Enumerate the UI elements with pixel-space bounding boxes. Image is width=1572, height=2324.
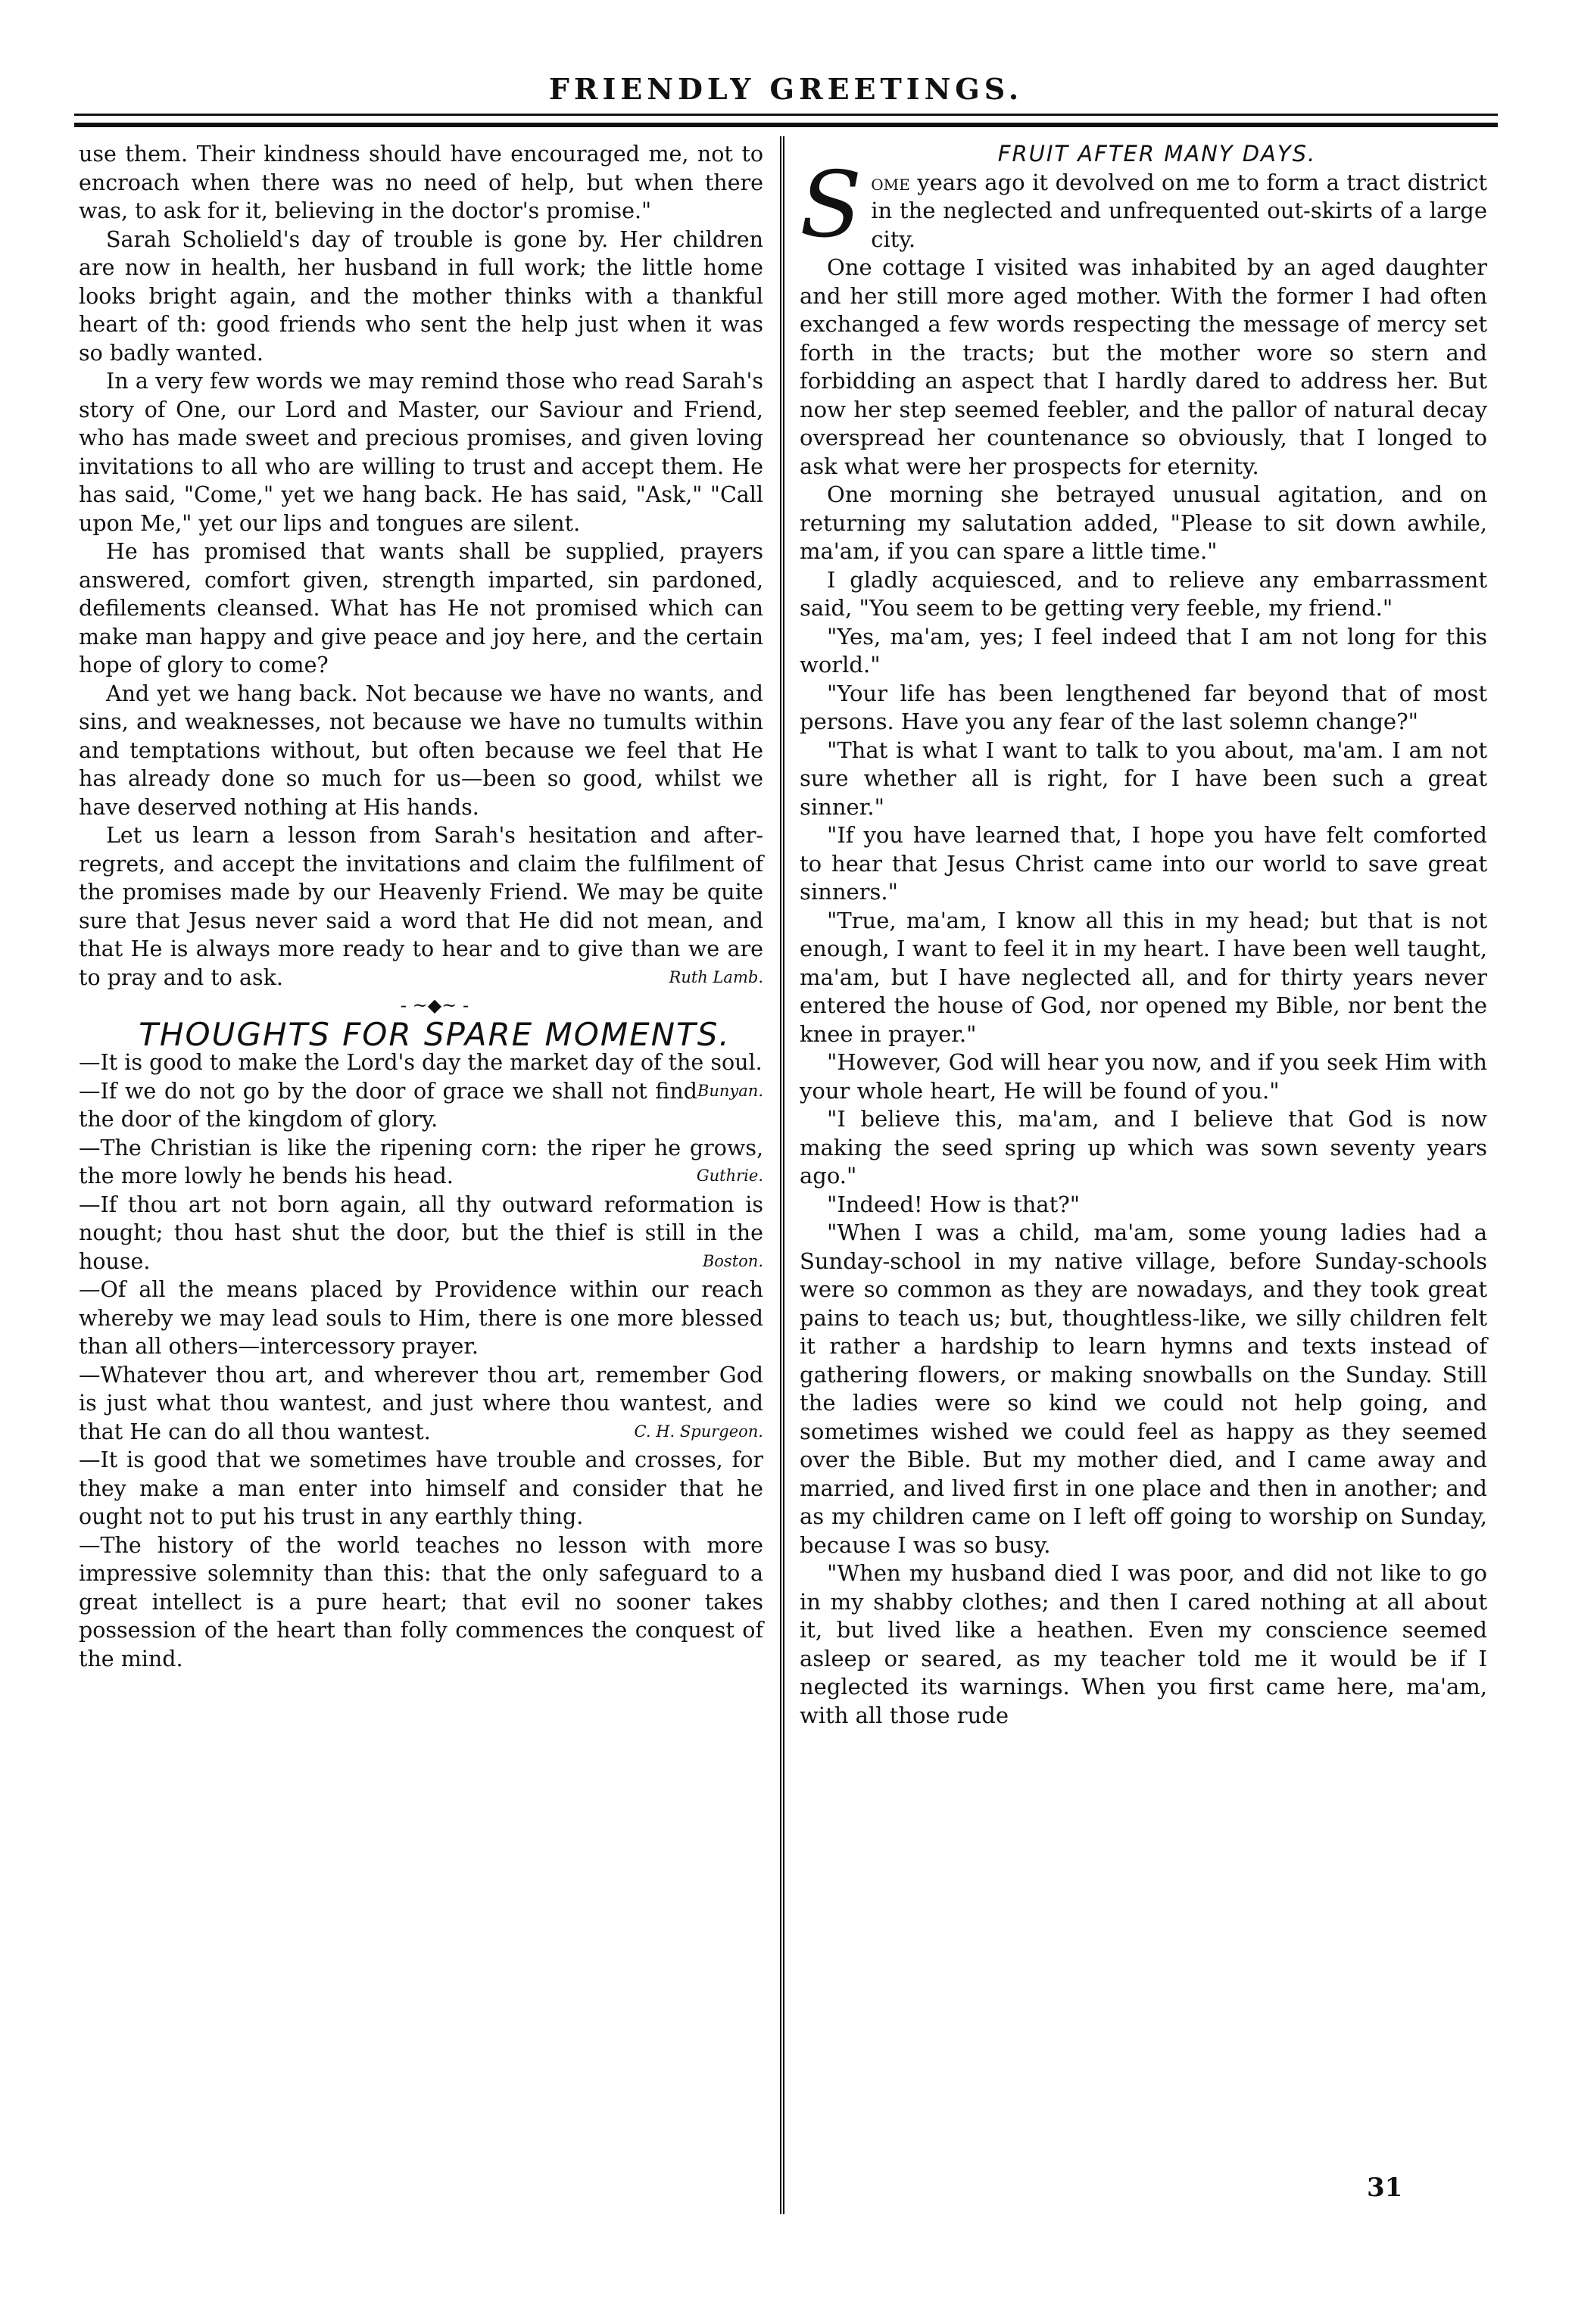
left-paragraph: And yet we hang back. Not because we have no wants, and sins, and weaknesses, not because we have no tumults within and temptations without, but often because we feel that He has already done so much for us—been so good, whilst we have deserved nothing at His hands. — [79, 681, 763, 820]
thought-item — [79, 1276, 763, 1361]
right-paragraph: "Indeed! How is that?" — [827, 1191, 1081, 1217]
thought-item — [79, 1446, 763, 1531]
thought-author: Boston. — [702, 1251, 763, 1270]
thought-text: —It is good that we sometimes have trouble and crosses, for they make a man enter into himself and consider that he ought not to put his trust in any earthly thing. — [79, 1447, 763, 1529]
thought-text: —If thou art not born again, all thy outward reformation is nought; thou hast shut the door, but the thief is still in the house. — [79, 1192, 763, 1274]
page-number: 31 — [1367, 2173, 1403, 2203]
thought-text: —The history of the world teaches no lesson with more impressive solemnity than this: that the only safeguard to a great intellect is a pure heart; that evil no sooner takes possession of the heart than folly commences the conquest of the mind. — [79, 1532, 763, 1671]
thought-item — [79, 1361, 763, 1447]
right-paragraph: "True, ma'am, I know all this in my head; but that is not enough, I want to feel it in my heart. I have been well taught, ma'am, but I have neglected all, and for thirty years never entered the house of God, nor opened my Bible, nor bent the knee in prayer." — [800, 907, 1487, 1047]
right-paragraph: "However, God will hear you now, and if you seek Him with your whole heart, He will be found of you." — [800, 1049, 1487, 1104]
opening-text: years ago it devolved on me to form a tract district in the neglected and unfrequented out-skirts of a large city. — [871, 169, 1487, 252]
thought-author: Bunyan. — [697, 1081, 763, 1100]
left-paragraph-text: Let us learn a lesson from Sarah's hesitation and after-regrets, and accept the invitations and claim the fulfilment of the promises made by our Heavenly Friend. We may be quite sure that Jesus never said a word that He did not mean, and that He is always more ready to hear and to give than we are to pray and to ask. — [79, 823, 763, 990]
running-header: FRIENDLY GREETINGS. — [548, 72, 1024, 106]
right-paragraph: "Your life has been lengthened far beyond that of most persons. Have you any fear of the last solemn change?" — [800, 680, 1487, 734]
thought-item — [79, 1191, 763, 1276]
header-rule-thick — [74, 123, 1498, 127]
thought-text: —If we do not go by the door of grace we shall not find the door of the kingdom of glory. — [79, 1078, 697, 1132]
section-ornament: - ~◆~ - — [400, 995, 469, 1016]
left-paragraph: use them. Their kindness should have encouraged me, not to encroach when there was no need of help, but when there was, to ask for it, believing in the doctor's promise." — [79, 142, 763, 223]
drop-cap: S — [800, 152, 862, 258]
left-paragraph: In a very few words we may remind those who read Sarah's story of One, our Lord and Master, our Saviour and Friend, who has made sweet and precious promises, and given loving invitations to all who are willing to trust and accept them. He has said, "Come," yet we hang back. He has said, "Ask," "Call upon Me," yet our lips and tongues are silent. — [79, 369, 763, 536]
left-paragraph: He has promised that wants shall be supplied, prayers answered, comfort given, strength imparted, sin pardoned, defilements cleansed. What has He not promised which can make man happy and give peace and joy here, and the certain hope of glory to come? — [79, 539, 763, 678]
left-paragraph — [79, 821, 763, 992]
right-paragraph: "When my husband died I was poor, and did not like to go in my shabby clothes; and then I cared nothing at all about it, but lived like a heathen. Even my conscience seemed asleep or seared, as my teacher told me it would be if I neglected its warnings. When you first came here, ma'am, with all those rude — [800, 1560, 1487, 1728]
thought-author: C. H. Spurgeon. — [634, 1422, 763, 1441]
right-paragraph: One cottage I visited was inhabited by an aged daughter and her still more aged mother. With the former I had often exchanged a few words respecting the message of mercy set forth in the tracts; but the mother wore so stern and forbidding an aspect that I hardly dared to address her. But now her step seemed feebler, and the pallor of natural decay overspread her countenance so obviously, that I longed to ask what were her prospects for eternity. — [800, 254, 1487, 479]
right-column — [800, 140, 1487, 1730]
left-paragraph: Sarah Scholield's day of trouble is gone by. Her children are now in health, her husband in full work; the little home looks bright again, and the mother thinks with a thankful heart of th: good friends who sent the help just when it was so badly wanted. — [79, 226, 763, 366]
right-paragraph: "I believe this, ma'am, and I believe that God is now making the seed spring up which was sown seventy years ago." — [800, 1106, 1487, 1188]
author-attribution: Ruth Lamb. — [669, 967, 763, 986]
thought-item — [79, 1134, 763, 1191]
right-paragraph: One morning she betrayed unusual agitation, and on returning my salutation added, "Please to sit down awhile, ma'am, if you can spare a little time." — [800, 481, 1487, 564]
thought-item — [79, 1048, 763, 1100]
opening-smallcaps: ome — [871, 169, 910, 195]
thought-item — [79, 1077, 763, 1134]
header-rule-thin — [74, 114, 1498, 116]
right-paragraph: "That is what I want to talk to you about, ma'am. I am not sure whether all is right, for I have been such a great sinner." — [800, 737, 1487, 820]
thought-item — [79, 1531, 763, 1674]
column-divider — [780, 136, 781, 2214]
left-column — [79, 140, 763, 1673]
right-paragraph: "If you have learned that, I hope you have felt comforted to hear that Jesus Christ came into our world to save great sinners." — [800, 822, 1487, 905]
thought-author: Guthrie. — [696, 1167, 763, 1185]
thought-text: —Of all the means placed by Providence within our reach whereby we may lead souls to Him, there is one more blessed than all others—intercessory prayer. — [79, 1277, 763, 1359]
right-paragraph: I gladly acquiesced, and to relieve any embarrassment said, "You seem to be getting very feeble, my friend." — [800, 566, 1487, 621]
thought-text: —It is good to make the Lord's day the market day of the soul. — [79, 1050, 763, 1075]
thought-text: —The Christian is like the ripening corn: the riper he grows, the more lowly he bends his head. — [79, 1135, 763, 1188]
thought-text: —Whatever thou art, and wherever thou art, remember God is just what thou wantest, and just where thou wantest, and that He can do all thou wantest. — [79, 1362, 763, 1444]
thoughts-section-title: THOUGHTS FOR SPARE MOMENTS. — [139, 1015, 731, 1053]
article-title: FRUIT AFTER MANY DAYS. — [997, 141, 1317, 167]
right-paragraph: "When I was a child, ma'am, some young ladies had a Sunday-school in my native village, before Sunday-schools were so common as they are nowadays, and they took great pains to teach us; but, thoughtless-like, we silly children felt it rather a hardship to learn hymns and texts instead of gathering flowers, or making snowballs on the Sunday. Still the ladies were so kind we could not help going, and sometimes wished we could feel as happy as they seemed over the Bible. But my mother died, and I came away and married, and lived first in one place and then in another; and as my children came on I left off going to worship on Sunday, because I was so busy. — [800, 1220, 1487, 1558]
right-paragraph: "Yes, ma'am, yes; I feel indeed that I am not long for this world." — [800, 623, 1487, 678]
